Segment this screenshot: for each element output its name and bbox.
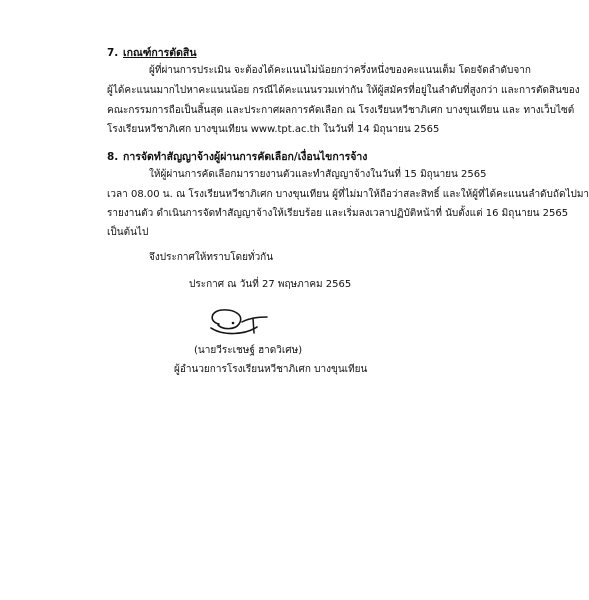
- section-7-line-4: โรงเรียนหวีชาภิเศก บางขุนเทียน www.tpt.ac.th ในวันที่ 14 มิถุนายน 2565: [107, 124, 440, 135]
- announcement-date: ประกาศ ณ วันที่ 27 พฤษภาคม 2565: [189, 279, 352, 290]
- handwritten-signature: [205, 302, 273, 344]
- section-7-title: เกณฑ์การตัดสิน: [123, 47, 197, 59]
- section-8-heading: [107, 148, 367, 165]
- section-8-line-1: ให้ผู้ผ่านการคัดเลือกมารายงานตัวและทำสัญญาจ้างในวันที่ 15 มิถุนายน 2565: [149, 169, 487, 180]
- section-8-line-4: เป็นต้นไป: [107, 227, 149, 238]
- signer-name: (นายวีระเชษฐ์ ฮาดวิเศษ): [194, 345, 303, 356]
- section-8-line-2: เวลา 08.00 น. ณ โรงเรียนหวีชาภิเศก บางขุนเทียน ผู้ที่ไม่มาให้ถือว่าสละสิทธิ์ และให้ผู้ที่ได้คะแนนลำดับถัดไปมา: [107, 189, 589, 200]
- section-7-heading: [107, 44, 197, 61]
- closing-statement: จึงประกาศให้ทราบโดยทั่วกัน: [149, 252, 274, 263]
- signer-position: ผู้อำนวยการโรงเรียนหวีชาภิเศก บางขุนเทียน: [174, 364, 368, 375]
- section-8-line-3: รายงานตัว ดำเนินการจัดทำสัญญาจ้างให้เรียบร้อย และเริ่มลงเวลาปฏิบัติหน้าที่ นับตั้งแต่ 16 มิถุนายน 2565: [107, 208, 569, 219]
- section-7-line-3: คณะกรรมการถือเป็นสิ้นสุด และประกาศผลการคัดเลือก ณ โรงเรียนหวีชาภิเศก บางขุนเทียน และ ทางเว็บไซต์: [107, 105, 575, 116]
- section-8-number: 8.: [107, 151, 119, 163]
- section-8-title: การจัดทำสัญญาจ้างผู้ผ่านการคัดเลือก/เงื่อนไขการจ้าง: [123, 151, 368, 163]
- section-7-line-2: ผู้ได้คะแนนมากไปหาคะแนนน้อย กรณีได้คะแนนรวมเท่ากัน ให้ผู้สมัครที่อยู่ในลำดับที่สูงกว่า และการตัดสินของ: [107, 85, 580, 96]
- section-7-number: 7.: [107, 47, 119, 59]
- section-7-line-1: ผู้ที่ผ่านการประเมิน จะต้องได้คะแนนไม่น้อยกว่าครึ่งหนึ่งของคะแนนเต็ม โดยจัดลำดับจาก: [149, 65, 531, 76]
